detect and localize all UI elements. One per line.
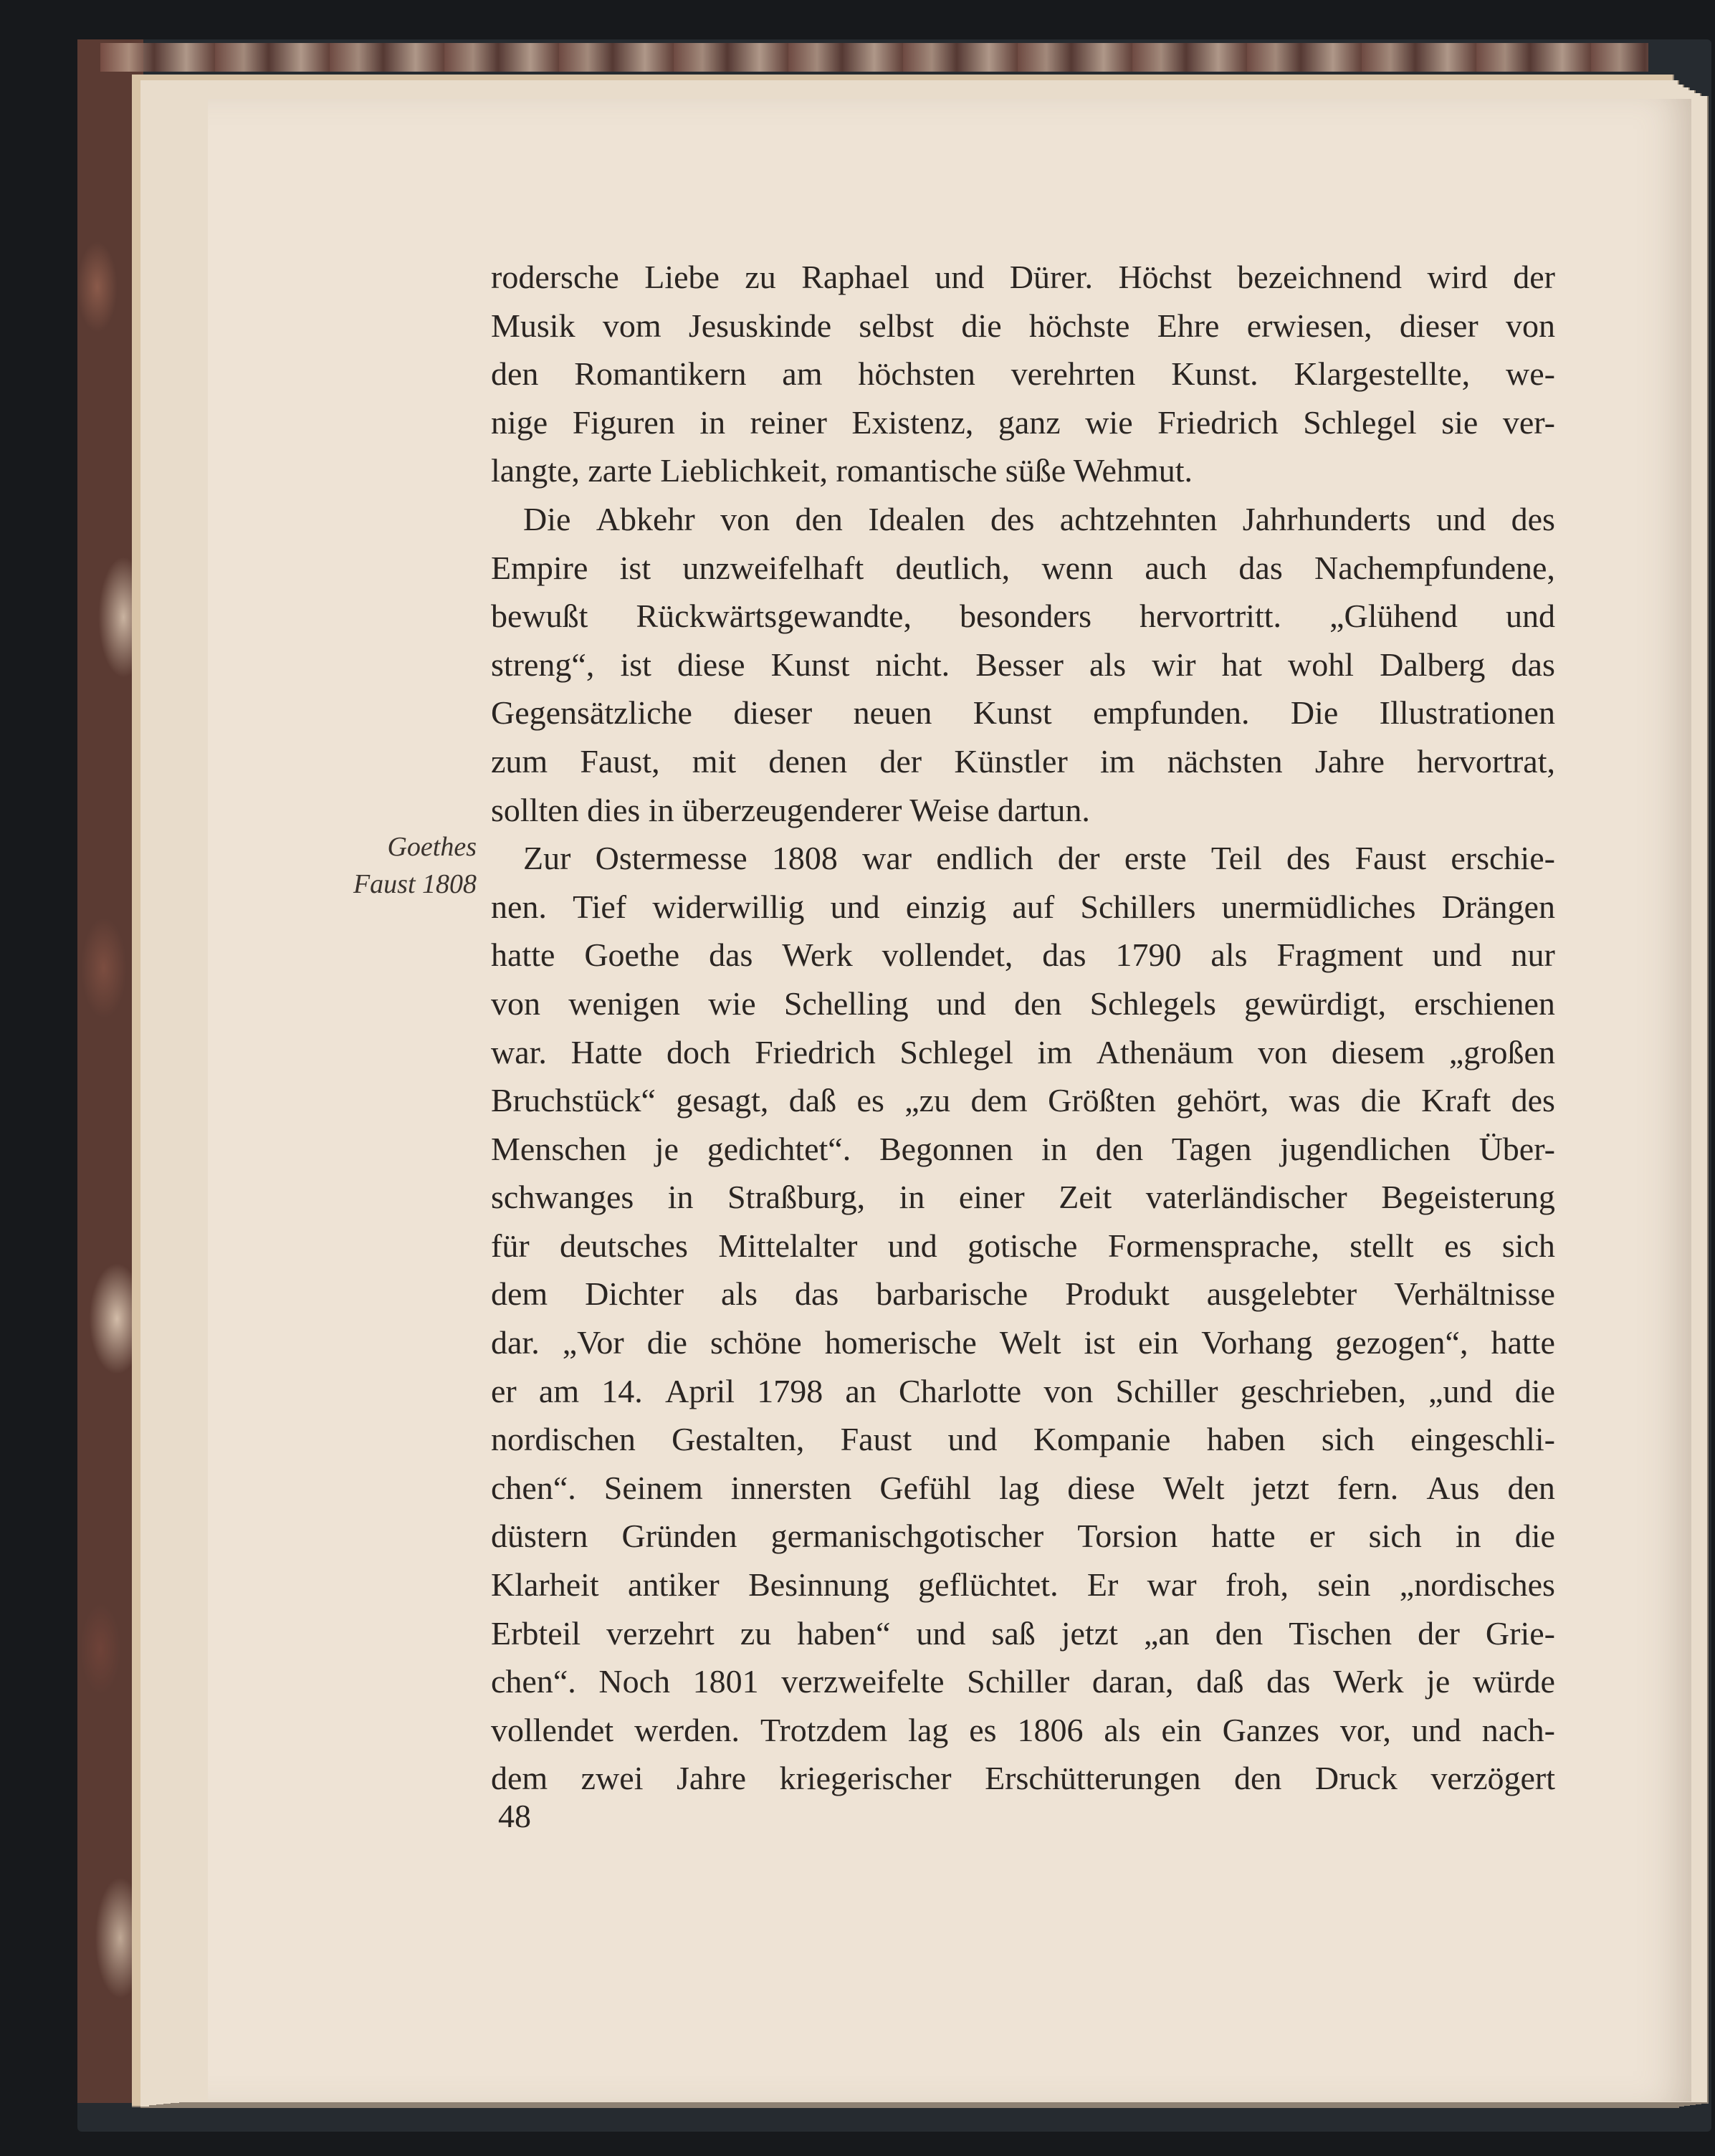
text-line: den Romantikern am höchsten verehrten Kunst. Klargestellte, we- bbox=[491, 355, 1555, 393]
text-line: schwanges in Straßburg, in einer Zeit vaterländischer Begeisterung bbox=[491, 1179, 1555, 1216]
text-line: Empire ist unzweifelhaft deutlich, wenn auch das Nachempfundene, bbox=[491, 549, 1555, 586]
page-number: 48 bbox=[498, 1798, 531, 1834]
text-line: dem Dichter als das barbarische Produkt ausgelebter Verhältnisse bbox=[491, 1275, 1555, 1313]
text-line: Zur Ostermesse 1808 war endlich der erste Teil des Faust erschie- bbox=[523, 840, 1555, 877]
text-line: nordischen Gestalten, Faust und Kompanie haben sich eingeschli- bbox=[491, 1421, 1555, 1458]
text-line: von wenigen wie Schelling und den Schlegels gewürdigt, erschienen bbox=[491, 984, 1555, 1022]
text-line: chen“. Seinem innersten Gefühl lag diese Welt jetzt fern. Aus den bbox=[491, 1469, 1555, 1506]
text-line: Bruchstück“ gesagt, daß es „zu dem Größten gehört, was die Kraft des bbox=[491, 1082, 1555, 1119]
text-line: war. Hatte doch Friedrich Schlegel im Athenäum von diesem „großen bbox=[491, 1033, 1555, 1070]
text-line: Die Abkehr von den Idealen des achtzehnten Jahrhunderts und des bbox=[523, 500, 1555, 537]
text-line: Menschen je gedichtet“. Begonnen in den Tagen jugendlichen Über- bbox=[491, 1130, 1555, 1167]
margin-note-line: Goethes bbox=[387, 832, 477, 862]
text-line: für deutsches Mittelalter und gotische Formensprache, stellt es sich bbox=[491, 1227, 1555, 1264]
body-text bbox=[491, 253, 1555, 1803]
text-line: Klarheit antiker Besinnung geflüchtet. Er war froh, sein „nordisches bbox=[491, 1566, 1555, 1604]
text-line: nen. Tief widerwillig und einzig auf Schillers unermüdliches Drängen bbox=[491, 888, 1555, 925]
margin-note bbox=[353, 828, 477, 903]
text-line: bewußt Rückwärtsgewandte, besonders hervortritt. „Glühend und bbox=[491, 598, 1555, 635]
text-line: hatte Goethe das Werk vollendet, das 1790 als Fragment und nur bbox=[491, 936, 1555, 974]
book-page bbox=[208, 99, 1691, 2102]
text-line: streng“, ist diese Kunst nicht. Besser als wir hat wohl Dalberg das bbox=[491, 646, 1555, 683]
text-line: sollten dies in überzeugenderer Weise dartun. bbox=[491, 791, 1090, 828]
text-line: vollendet werden. Trotzdem lag es 1806 als ein Ganzes vor, und nach- bbox=[491, 1711, 1555, 1748]
marbled-edge-top bbox=[100, 43, 1648, 72]
text-line: er am 14. April 1798 an Charlotte von Schiller geschrieben, „und die bbox=[491, 1372, 1555, 1409]
text-line: dem zwei Jahre kriegerischer Erschütterungen den Druck verzögert bbox=[491, 1760, 1555, 1797]
text-line: nige Figuren in reiner Existenz, ganz wie Friedrich Schlegel sie ver- bbox=[491, 403, 1555, 441]
text-line: Erbteil verzehrt zu haben“ und saß jetzt „an den Tischen der Grie- bbox=[491, 1614, 1555, 1652]
text-line: langte, zarte Lieblichkeit, romantische süße Wehmut. bbox=[491, 452, 1193, 489]
text-line: Musik vom Jesuskinde selbst die höchste Ehre erwiesen, dieser von bbox=[491, 307, 1555, 344]
margin-note-line: Faust 1808 bbox=[353, 869, 477, 899]
text-line: zum Faust, mit denen der Künstler im nächsten Jahre hervortrat, bbox=[491, 742, 1555, 780]
text-line: dar. „Vor die schöne homerische Welt ist ein Vorhang gezogen“, hatte bbox=[491, 1324, 1555, 1361]
text-line: Gegensätzliche dieser neuen Kunst empfunden. Die Illustrationen bbox=[491, 694, 1555, 732]
text-line: düstern Gründen germanischgotischer Torsion hatte er sich in die bbox=[491, 1518, 1555, 1555]
text-line: rodersche Liebe zu Raphael und Dürer. Höchst bezeichnend wird der bbox=[491, 259, 1555, 295]
text-line: chen“. Noch 1801 verzweifelte Schiller daran, daß das Werk je würde bbox=[491, 1663, 1555, 1700]
